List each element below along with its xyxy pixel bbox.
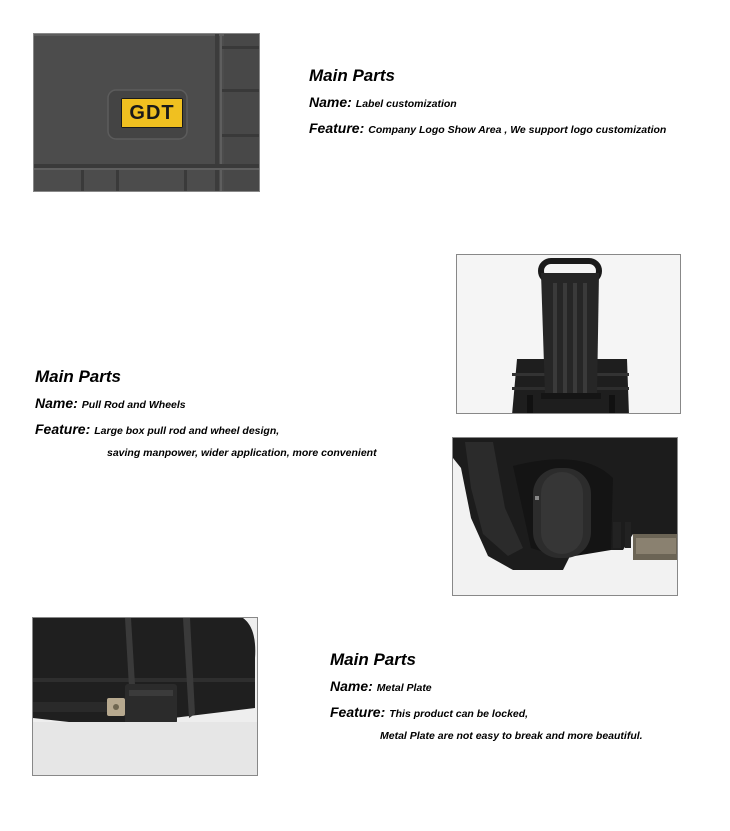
section-label-customization (309, 66, 666, 138)
feature-value: This product can be locked, (389, 708, 529, 720)
logo-badge: GDT (122, 99, 182, 127)
wheel-photo (452, 437, 678, 596)
name-value: Metal Plate (376, 682, 432, 694)
section-heading: Main Parts (309, 66, 395, 85)
name-line (330, 678, 643, 696)
name-key: Name: (35, 395, 78, 411)
feature-value-continued: saving manpower, wider application, more convenient (107, 447, 377, 459)
name-line (309, 94, 666, 112)
section-pull-rod-wheels (35, 367, 377, 459)
name-key: Name: (330, 678, 373, 694)
section-heading: Main Parts (35, 367, 121, 386)
pull-rod-photo (456, 254, 681, 414)
section-heading: Main Parts (330, 650, 416, 669)
name-value: Label customization (355, 98, 457, 110)
feature-line (35, 421, 377, 439)
name-key: Name: (309, 94, 352, 110)
feature-value-continued: Metal Plate are not easy to break and more beautiful. (380, 730, 643, 742)
feature-line (330, 704, 643, 722)
section-metal-plate (330, 650, 643, 742)
feature-key: Feature: (309, 120, 365, 136)
metal-plate-photo (32, 617, 258, 776)
pull-rod-illustration (457, 255, 681, 414)
name-line (35, 395, 377, 413)
feature-key: Feature: (35, 421, 91, 437)
feature-key: Feature: (330, 704, 386, 720)
metal-plate-illustration (33, 618, 258, 776)
wheel-illustration (453, 438, 678, 596)
label-photo (33, 33, 260, 192)
feature-value: Large box pull rod and wheel design, (94, 425, 280, 437)
feature-value: Company Logo Show Area , We support logo customization (368, 124, 667, 136)
name-value: Pull Rod and Wheels (81, 399, 186, 411)
feature-line (309, 120, 666, 138)
